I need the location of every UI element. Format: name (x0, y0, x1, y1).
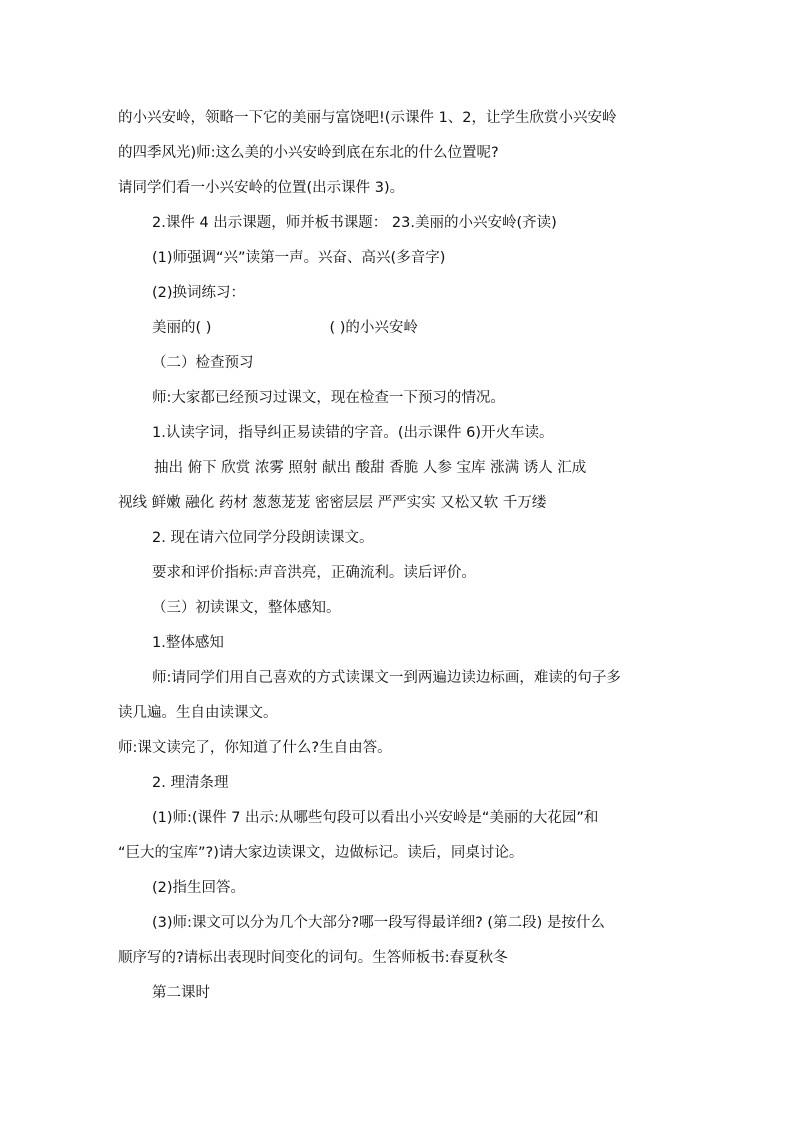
section-heading: （二）检查预习 (152, 355, 254, 371)
text-line: 顺序写的?请标出表现时间变化的词句。生答师板书:春夏秋冬 (118, 950, 508, 966)
fill-blank-right: ( )的小兴安岭 (329, 320, 418, 336)
text-line: 师:大家都已经预习过课文，现在检查一下预习的情况。 (152, 390, 505, 406)
text-line: 2. 现在请六位同学分段朗读课文。 (152, 530, 374, 546)
text-line: 1.认读字词，指导纠正易读错的字音。(出示课件 6)开火车读。 (152, 425, 554, 441)
text-line: 的四季风光)师:这么美的小兴安岭到底在东北的什么位置呢? (118, 145, 499, 161)
text-line: 请同学们看一小兴安岭的位置(出示课件 3)。 (118, 180, 405, 196)
text-line: 要求和评价指标:声音洪亮，正确流利。读后评价。 (152, 565, 476, 581)
fill-blank-line (152, 318, 418, 338)
text-line: 2.课件 4 出示课题，师并板书课题： 23.美丽的小兴安岭(齐读) (152, 215, 557, 231)
text-line: “巨大的宝库”?)请大家边读课文，边做标记。读后，同桌讨论。 (118, 845, 524, 861)
text-line: 师:请同学们用自己喜欢的方式读课文一到两遍边读边标画，难读的句子多 (152, 670, 621, 686)
text-line: (1)师强调“兴”读第一声。兴奋、高兴(多音字) (152, 250, 446, 266)
text-line: 读几遍。生自由读课文。 (118, 705, 278, 721)
fill-blank-left: 美丽的( ) (152, 320, 212, 336)
text-line: (1)师:(课件 7 出示:从哪些句段可以看出小兴安岭是“美丽的大花园”和 (152, 810, 599, 826)
text-line: 师:课文读完了，你知道了什么?生自由答。 (118, 740, 392, 756)
vocabulary-line: 抽出 俯下 欣赏 浓雾 照射 献出 酸甜 香脆 人参 宝库 涨满 诱人 汇成 (154, 460, 587, 476)
text-line: (2)换词练习： (152, 285, 246, 301)
section-heading: （三）初读课文，整体感知。 (152, 600, 341, 616)
text-line: (2)指生回答。 (152, 880, 246, 896)
vocabulary-line: 视线 鲜嫩 融化 药材 葱葱茏茏 密密层层 严严实实 又松又软 千万缕 (118, 495, 547, 511)
section-heading: 第二课时 (152, 985, 210, 1001)
text-line: 的小兴安岭，领略一下它的美丽与富饶吧!(示课件 1、2，让学生欣赏小兴安岭 (118, 110, 617, 126)
text-line: 1.整体感知 (152, 635, 224, 651)
text-line: 2. 理清条理 (152, 775, 229, 791)
text-line: (3)师:课文可以分为几个大部分?哪一段写得最详细? (第二段) 是按什么 (152, 915, 605, 931)
